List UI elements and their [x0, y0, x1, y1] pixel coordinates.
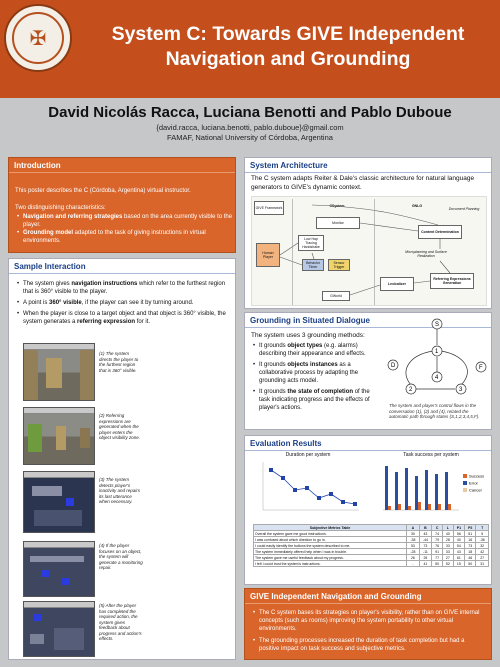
table-cell-value: 16 — [465, 537, 476, 543]
grounding-diagram-caption: The system and player's control flows in the conversation (1), (2) and (4), related the automatic path through states {S,1,2,3,4,5,F}. — [389, 403, 480, 419]
table-cell-value: 91 — [432, 549, 443, 555]
intro-bullet-2: • Grounding model adapted to the task of giving instructions in virtual environments. — [17, 230, 235, 245]
table-cell-value: 40 — [442, 531, 453, 537]
grounding-panel — [244, 312, 492, 430]
diagram-arrows — [252, 197, 488, 307]
title-line-2: Navigation and Grounding — [165, 48, 411, 70]
table-cell-value: 41 — [419, 561, 432, 567]
state-node-label: 3 — [459, 387, 463, 393]
conclusion-bullets — [245, 609, 491, 653]
architecture-heading: System Architecture — [245, 158, 491, 173]
diagram-box: GWorld — [322, 291, 350, 301]
title-line-1: System C: Towards GIVE Independent — [111, 23, 465, 45]
intro-characteristics: Two distinguishing characteristics: — [15, 205, 106, 211]
sample-bullet-2: • A point is 360° visible, if the player can see it by turning around. — [17, 299, 229, 307]
grounding-heading: Grounding in Situated Dialogue — [245, 313, 491, 328]
table-cell-value: -38 — [407, 537, 420, 543]
task-success-plot — [375, 458, 487, 518]
table-cell-value: 27 — [476, 555, 489, 561]
table-cell-value: 31 — [476, 561, 489, 567]
emails: {david.racca, luciana.benotti, pablo.duboue}@gmail.com — [156, 123, 344, 132]
poster-title — [78, 22, 498, 72]
grounding-state-diagram — [385, 315, 489, 403]
state-node-label: F — [479, 365, 483, 371]
sample-bullet-3: • When the player is close to a target object and that object is 360° visible, the system generates a referring expression for it. — [17, 310, 229, 326]
diagram-box: Behavior Timer — [302, 259, 324, 271]
table-cell-value: 52 — [442, 561, 453, 567]
table-cell-value: 46 — [465, 555, 476, 561]
grounding-bullets — [245, 342, 377, 412]
introduction-heading: Introduction — [9, 158, 235, 173]
table-cell-value: -28 — [407, 549, 420, 555]
evaluation-heading: Evaluation Results — [245, 436, 491, 451]
architecture-paragraph: The C system adapts Reiter & Dale's classic architecture for natural language generators to GIVE's dynamic context. — [251, 175, 475, 191]
table-cell-metric: Overall the system gave me good instructions. — [254, 531, 407, 537]
sample-heading: Sample Interaction — [9, 259, 235, 274]
diagram-box: Monitor — [316, 217, 360, 229]
diagram-label: GNLG — [411, 204, 423, 208]
table-cell-value: 28 — [442, 537, 453, 543]
duration-chart-title: Duration per system — [285, 452, 331, 458]
grounding-bullet-3: • It grounds the state of completion of the task indicating progress and the effects of player's actions. — [253, 388, 377, 412]
state-node-label: S — [435, 322, 440, 328]
intro-bullet-1: • Navigation and referring strategies based on the area currently visible to the player. — [17, 214, 235, 229]
poster-header — [0, 0, 500, 98]
table-row — [254, 561, 489, 567]
university-seal-logo: ✠ — [4, 4, 72, 72]
table-cell-value: 18 — [465, 549, 476, 555]
diagram-box: Low Hap Tracing Handshake — [298, 235, 324, 251]
table-cell-value: 25 — [419, 555, 432, 561]
table-cell-metric: The system gave me useful feedback about my progress. — [254, 555, 407, 561]
screenshot-3 — [23, 471, 95, 533]
architecture-panel — [244, 157, 492, 309]
table-cell-value: 33 — [442, 543, 453, 549]
table-cell-value: 5 — [476, 531, 489, 537]
conclusion-bullet-2: • The grounding processes increased the duration of task completion but had a positive impact on task success and subjective metrics. — [253, 637, 485, 653]
state-node-label: D — [391, 363, 396, 369]
table-cell-value: 54 — [453, 543, 464, 549]
grounding-intro: The system uses 3 grounding methods: — [251, 332, 365, 339]
table-cell-value: 77 — [432, 555, 443, 561]
grounding-bullet-2: • It grounds objects instances as a collaborative process by adapting the grounding acts model. — [253, 361, 377, 385]
table-cell-metric: I was confused about which direction to go in. — [254, 537, 407, 543]
diagram-label: CSystem — [329, 204, 345, 208]
table-cell-value: 56 — [453, 531, 464, 537]
caption-5: (5) After the player has completed the required action, the system gives feedback about progress and action's effects. — [99, 603, 142, 641]
grounding-bullet-1: • It grounds object types (e.g. alarms) describing their appearance and effects. — [253, 342, 377, 358]
state-node-label: 2 — [409, 387, 413, 393]
duration-chart — [253, 452, 363, 520]
caption-3: (3) The system detects player's inactivity and repairs its last utterance when necessary. — [99, 477, 141, 504]
table-cell-value: 33 — [442, 549, 453, 555]
table-cell-value: -11 — [419, 549, 432, 555]
duration-plot — [253, 458, 363, 518]
authors-block — [0, 103, 500, 143]
table-cell-value: 30 — [407, 531, 420, 537]
table-cell-metric: I felt I could trust the system's instructions. — [254, 561, 407, 567]
conclusion-bullet-1: • The C system bases its strategies on player's visibility, rather than on GIVE internal concepts (such as rooms) improving the system portability to other virtual environments. — [253, 609, 485, 633]
diagram-label: Microplanning and Surface Realization — [405, 250, 447, 258]
screenshot-5 — [23, 601, 95, 657]
diagram-box: Human Player — [256, 243, 280, 267]
task-success-chart-title: Task success per system — [403, 452, 459, 458]
table-cell-value: 15 — [453, 561, 464, 567]
table-cell-value: 27 — [442, 555, 453, 561]
caption-2: (2) Referring expressions are generated when the player enters the object visibility zone. — [99, 413, 141, 440]
table-cell-value: 26 — [407, 555, 420, 561]
table-cell-value: 53 — [407, 543, 420, 549]
table-cell-value: 40 — [453, 537, 464, 543]
conclusion-heading: GIVE Independent Navigation and Grounding — [245, 589, 491, 604]
legend-success: Success — [469, 473, 485, 479]
table-cell-value: 50 — [432, 561, 443, 567]
legend-error: Error — [469, 480, 478, 486]
state-node-label: 4 — [435, 375, 439, 381]
legend-cancel: Cancel — [469, 487, 482, 493]
table-cell-value: 43 — [419, 531, 432, 537]
diagram-box: Content Determination — [418, 225, 462, 239]
intro-paragraph: This poster describes the C (Córdoba, Argentina) virtual instructor. — [15, 188, 191, 194]
screenshot-2 — [23, 407, 95, 465]
sample-interaction-panel — [8, 258, 236, 660]
diagram-box: Lexicalizer — [380, 277, 414, 291]
architecture-diagram — [251, 196, 487, 306]
table-cell-value: -44 — [419, 537, 432, 543]
diagram-label: Document Planning — [448, 207, 480, 211]
sample-bullets — [9, 280, 235, 326]
table-cell-value: 74 — [432, 531, 443, 537]
diagram-box: GIVE Framework — [254, 201, 284, 215]
table-cell-value: 43 — [453, 549, 464, 555]
screenshot-4 — [23, 541, 95, 597]
table-cell-value: 51 — [465, 531, 476, 537]
table-cell-value: 50 — [465, 561, 476, 567]
table-cell-value: 32 — [476, 543, 489, 549]
table-header-row: Subjective Metrics Table A B C L P1 P2 T — [254, 525, 489, 531]
subjective-metrics-table — [253, 524, 489, 567]
table-cell-value: - — [407, 561, 420, 567]
intro-bullets — [9, 214, 235, 245]
authors: David Nicolás Racca, Luciana Benotti and Pablo Duboue — [48, 104, 452, 121]
table-cell-value: 79 — [432, 537, 443, 543]
evaluation-panel — [244, 435, 492, 585]
screenshot-1 — [23, 343, 95, 401]
table-cell-value: 76 — [432, 543, 443, 549]
table-cell-metric: The system immediately offered help when I was in trouble. — [254, 549, 407, 555]
diagram-box: Sensor Trigger — [328, 259, 350, 271]
caption-4: (4) If the player focuses on an object, the system will generate a monitoring repair. — [99, 543, 143, 570]
diagram-box: Referring Expressions Generation — [430, 273, 474, 289]
caption-1: (1) The system directs the player to the furthest region that is 360° visible. — [99, 351, 139, 373]
table-cell-value: 73 — [465, 543, 476, 549]
table-cell-value: 42 — [476, 549, 489, 555]
task-success-chart — [375, 452, 487, 520]
introduction-panel — [8, 157, 236, 253]
table-cell-metric: I could easily identify the buttons the system described to me. — [254, 543, 407, 549]
table-cell-value: 73 — [419, 543, 432, 549]
state-node-label: 1 — [435, 349, 439, 355]
table-cell-value: -36 — [476, 537, 489, 543]
conclusion-panel — [244, 588, 492, 660]
affiliation: FAMAF, National University of Córdoba, Argentina — [167, 133, 333, 142]
table-body — [254, 531, 489, 567]
table-cell-value: 61 — [453, 555, 464, 561]
sample-bullet-1: • The system gives navigation instructions which refer to the furthest region that is 360° visible to the player. — [17, 280, 229, 296]
